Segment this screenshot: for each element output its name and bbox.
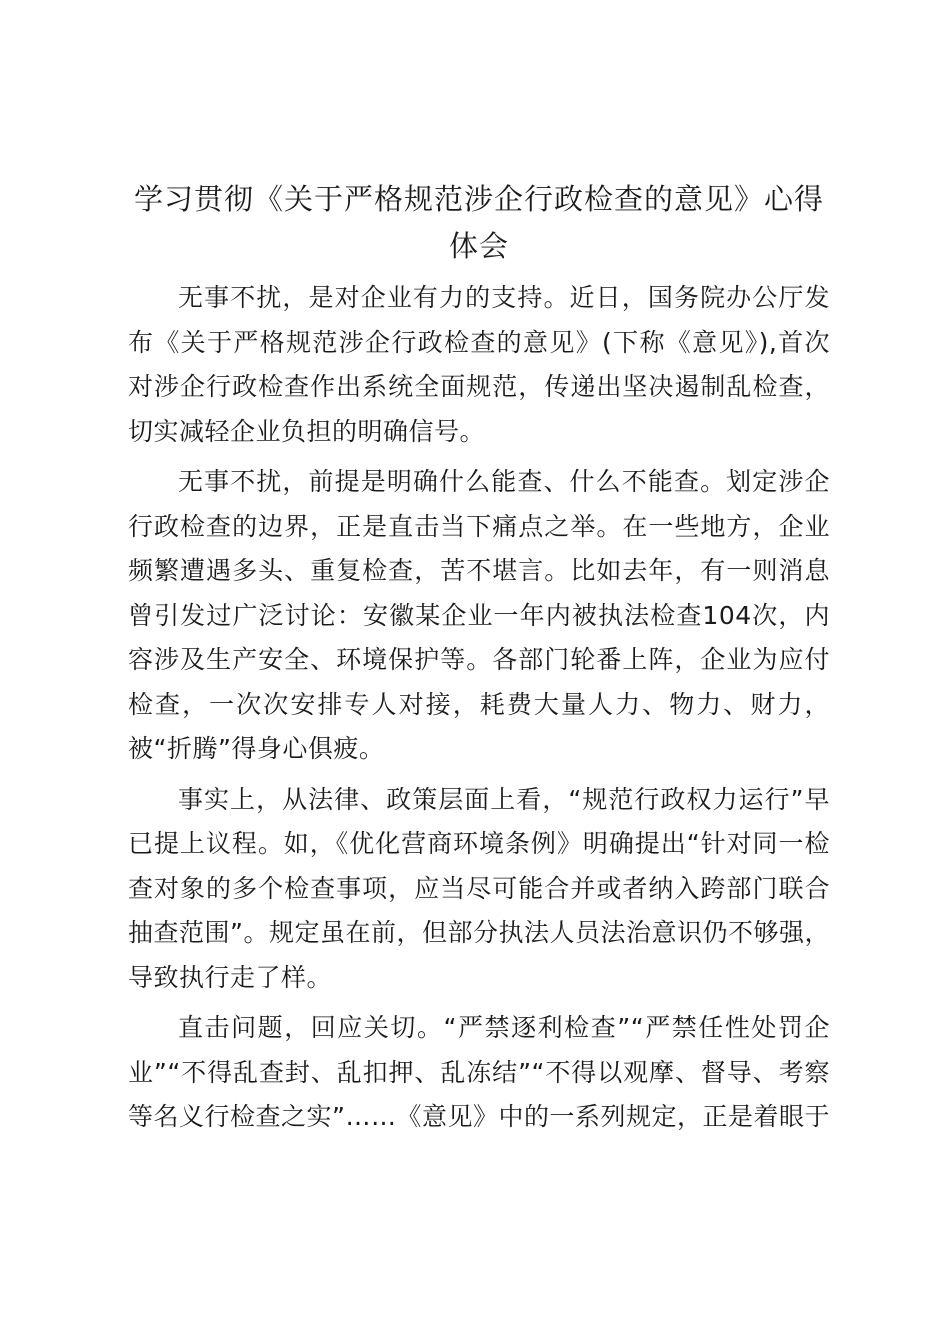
paragraph-4: 直击问题，回应关切。“严禁逐利检查”“严禁任性处罚企业”“不得乱查封、乱扣押、乱冻结”“不得以观摩、督导、考察等名义行检查之实”……《意见》中的一系列规定，正是着眼于 xyxy=(128,1013,830,1131)
paragraph-2: 无事不扰，前提是明确什么能查、什么不能查。划定涉企行政检查的边界，正是直击当下痛点之举。在一些地方，企业频繁遭遇多头、重复检查，苦不堪言。比如去年，有一则消息曾引发过广泛讨论：安徽某企业一年内被执法检查104次，内容涉及生产安全、环境保护等。各部门轮番上阵，企业为应付检查，一次次安排专人对接，耗费大量人力、物力、财力，被“折腾”得身心俱疲。 xyxy=(128,467,830,763)
document-body xyxy=(128,276,830,1146)
paragraph-3: 事实上，从法律、政策层面上看，“规范行政权力运行”早已提上议程。如，《优化营商环境条例》明确提出“针对同一检查对象的多个检查事项，应当尽可能合并或者纳入跨部门联合抽查范围”。规定虽在前，但部分执法人员法治意识仍不够强，导致执行走了样。 xyxy=(128,784,830,992)
document-title: 学习贯彻《关于严格规范涉企行政检查的意见》心得体会 xyxy=(133,182,824,263)
paragraph-1: 无事不扰，是对企业有力的支持。近日，国务院办公厅发布《关于严格规范涉企行政检查的意见》(下称《意见》),首次对涉企行政检查作出系统全面规范，传递出坚决遏制乱检查，切实减轻企业负担的明确信号。 xyxy=(128,283,830,446)
